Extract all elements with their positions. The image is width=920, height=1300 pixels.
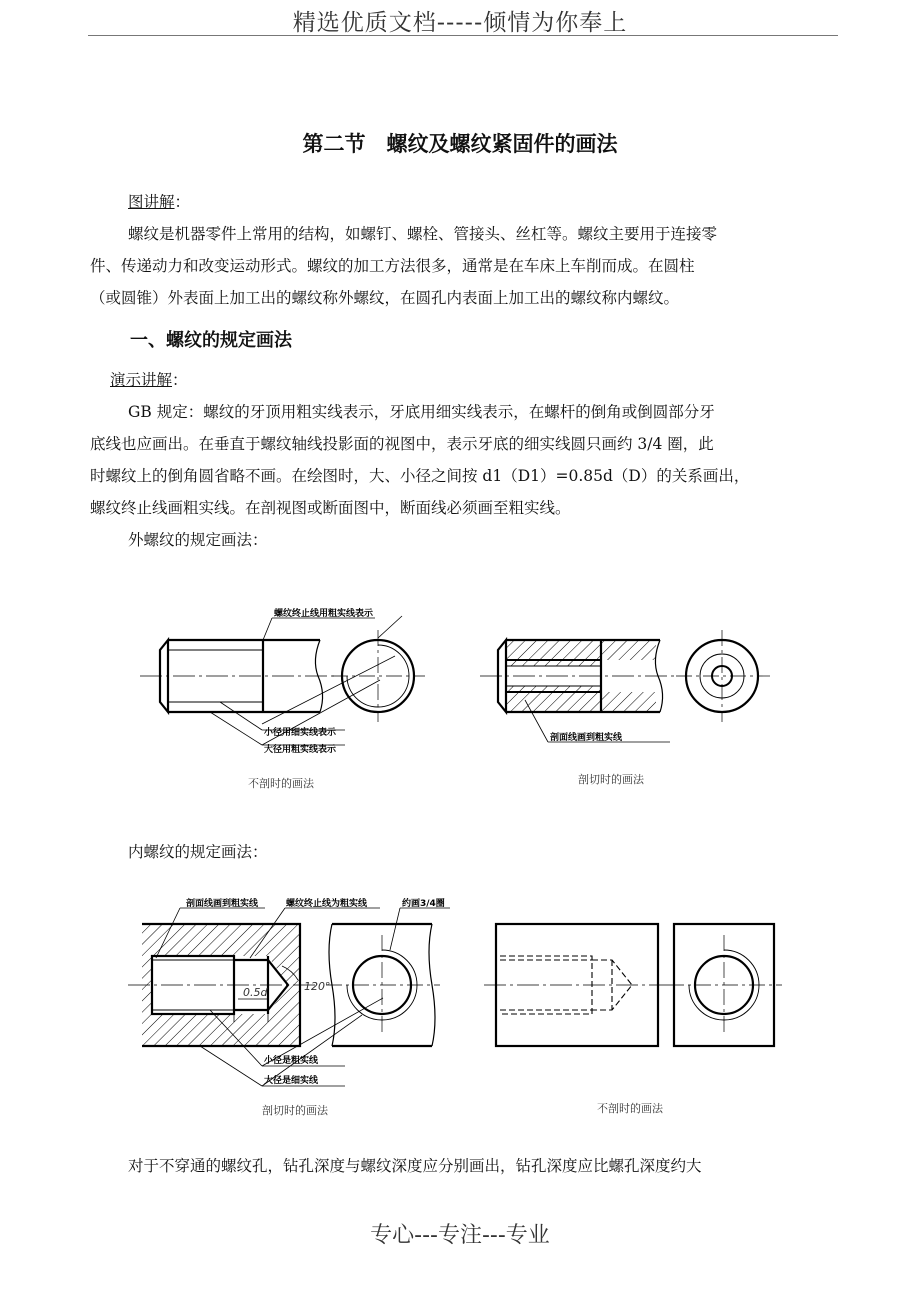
ext-label-major: 大径用粗实线表示 [264, 745, 337, 755]
int-angle: 120° [304, 980, 331, 993]
int-label-major: 大径是细实线 [264, 1076, 319, 1086]
int-label-minor: 小径是粗实线 [264, 1056, 319, 1066]
internal-heading: 内螺纹的规定画法： [128, 843, 268, 861]
section-heading: 一、螺纹的规定画法 [130, 330, 292, 351]
closing-line: 对于不穿通的螺纹孔，钻孔深度与螺纹深度应分别画出，钻孔深度应比螺孔深度约大 [128, 1157, 702, 1175]
ext-caption-left: 不剖时的画法 [248, 777, 314, 790]
nut-unsectioned [484, 924, 668, 1046]
intro-line-2: 件、传递动力和改变运动形式。螺纹的加工方法很多，通常是在车床上车削而成。在圆柱 [90, 257, 695, 275]
intro-line-3: （或圆锥）外表面上加工出的螺纹称外螺纹，在圆孔内表面上加工出的螺纹称内螺纹。 [90, 289, 680, 307]
intro-label: 图讲解 [128, 193, 175, 211]
page-header: 精选优质文档-----倾情为你奉上 [292, 10, 628, 36]
int-label-hatch: 剖面线画到粗实线 [186, 899, 259, 909]
int-caption-right: 不剖时的画法 [597, 1102, 663, 1115]
int-label-end: 螺纹终止线为粗实线 [286, 899, 368, 909]
int-label-quarter: 约画3/4圈 [402, 899, 445, 909]
gb-line-1: GB 规定：螺纹的牙顶用粗实线表示，牙底用细实线表示，在螺杆的倒角或倒圆部分牙 [128, 403, 715, 421]
section-title: 第二节 螺纹及螺纹紧固件的画法 [302, 132, 618, 156]
ext-label-minor: 小径用细实线表示 [264, 728, 337, 738]
external-heading: 外螺纹的规定画法： [128, 531, 268, 549]
ext-label-section: 剖面线画到粗实线 [550, 733, 623, 743]
demo-label-colon: ： [172, 371, 188, 389]
gb-line-3: 时螺纹上的倒角圆省略不画。在绘图时，大、小径之间按 d1（D1）=0.85d（D）的关系画出， [90, 467, 750, 485]
intro-line-1: 螺纹是机器零件上常用的结构，如螺钉、螺栓、管接头、丝杠等。螺纹主要用于连接零 [128, 225, 718, 243]
int-caption-left: 剖切时的画法 [262, 1104, 328, 1117]
hole-end-view-sectioned [326, 924, 440, 1046]
int-dim-depth: 0.5d [243, 986, 268, 999]
hole-end-view-unsectioned [668, 924, 782, 1046]
page-footer: 专心---专注---专业 [370, 1223, 550, 1248]
demo-label: 演示讲解 [110, 371, 173, 389]
intro-label-colon: ： [174, 193, 191, 211]
gb-line-4: 螺纹终止线画粗实线。在剖视图或断面图中，断面线必须画至粗实线。 [90, 499, 571, 517]
gb-line-2: 底线也应画出。在垂直于螺纹轴线投影面的视图中，表示牙底的细实线圆只画约 3/4 圈，此 [90, 435, 714, 453]
ext-label-top: 螺纹终止线用粗实线表示 [274, 609, 374, 619]
ext-caption-right: 剖切时的画法 [578, 773, 644, 786]
nut-sectioned [128, 924, 315, 1046]
